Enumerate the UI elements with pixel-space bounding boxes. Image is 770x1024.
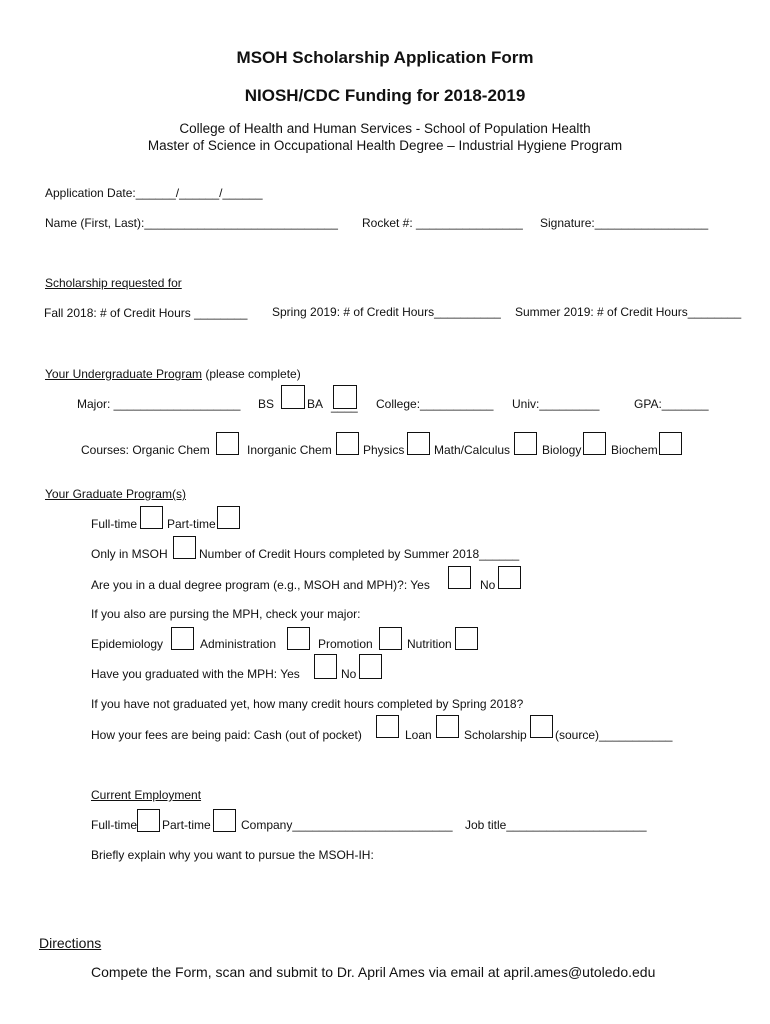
epidemiology-checkbox[interactable] [171, 627, 194, 650]
math-label: Math/Calculus [434, 443, 511, 457]
name-field[interactable]: Name (First, Last):_____________________________ [45, 216, 338, 230]
promotion-checkbox[interactable] [379, 627, 402, 650]
dual-degree-question: Are you in a dual degree program (e.g., MSOH and MPH)?: Yes [91, 578, 430, 592]
fees-loan-label: Loan [405, 728, 432, 742]
dual-degree-yes-checkbox[interactable] [448, 566, 471, 589]
employment-heading: Current Employment [91, 788, 202, 802]
fees-loan-checkbox[interactable] [436, 715, 459, 738]
ba-line: ____ [331, 399, 358, 413]
summer-credit-hours-field[interactable]: Summer 2019: # of Credit Hours________ [515, 305, 742, 319]
fees-source-field[interactable]: (source)___________ [555, 728, 673, 742]
gpa-field[interactable]: GPA:_______ [634, 397, 709, 411]
graduated-mph-yes-checkbox[interactable] [314, 654, 337, 679]
biology-checkbox[interactable] [583, 432, 606, 455]
bs-label: BS [258, 397, 275, 411]
undergrad-heading-row [45, 367, 301, 381]
form-subtitle: NIOSH/CDC Funding for 2018-2019 [244, 86, 526, 105]
explain-prompt[interactable]: Briefly explain why you want to pursue the MSOH-IH: [91, 848, 374, 862]
inorganic-chem-label: Inorganic Chem [247, 443, 332, 457]
employment-parttime-checkbox[interactable] [213, 809, 236, 832]
employment-fulltime-label: Full-time [91, 818, 138, 832]
fees-scholarship-checkbox[interactable] [530, 715, 553, 738]
grad-fulltime-checkbox[interactable] [140, 506, 163, 529]
graduated-mph-question: Have you graduated with the MPH: Yes [91, 667, 300, 681]
dual-degree-no-label: No [480, 578, 496, 592]
program-line: Master of Science in Occupational Health Degree – Industrial Hygiene Program [147, 138, 623, 153]
grad-parttime-label: Part-time [167, 517, 216, 531]
application-date-field[interactable]: Application Date:______/______/______ [45, 186, 263, 200]
fees-cash-checkbox[interactable] [376, 715, 399, 738]
graduate-heading: Your Graduate Program(s) [45, 487, 186, 501]
only-msoh-checkbox[interactable] [173, 536, 196, 559]
directions-text: Compete the Form, scan and submit to Dr. April Ames via email at april.ames@utoledo.edu [91, 964, 656, 980]
graduated-mph-no-checkbox[interactable] [359, 654, 382, 679]
organic-chem-checkbox[interactable] [216, 432, 239, 455]
employment-fulltime-checkbox[interactable] [137, 809, 160, 832]
rocket-number-field[interactable]: Rocket #: ________________ [362, 216, 523, 230]
biology-label: Biology [542, 443, 582, 457]
graduated-mph-no-label: No [341, 667, 357, 681]
administration-label: Administration [200, 637, 277, 651]
grad-parttime-checkbox[interactable] [217, 506, 240, 529]
only-msoh-label: Only in MSOH [91, 547, 168, 561]
nutrition-label: Nutrition [407, 637, 452, 651]
undergrad-heading: Your Undergraduate Program [45, 367, 202, 381]
courses-label: Courses: Organic Chem [81, 443, 210, 457]
company-field[interactable]: Company________________________ [241, 818, 453, 832]
administration-checkbox[interactable] [287, 627, 310, 650]
grad-fulltime-label: Full-time [91, 517, 138, 531]
dual-degree-no-checkbox[interactable] [498, 566, 521, 589]
credit-hours-summer-field[interactable]: Number of Credit Hours completed by Summer 2018______ [199, 547, 520, 561]
biochem-label: Biochem [611, 443, 658, 457]
fees-prompt: How your fees are being paid: Cash (out of pocket) [91, 728, 362, 742]
college-field[interactable]: College:___________ [376, 397, 494, 411]
physics-checkbox[interactable] [407, 432, 430, 455]
math-checkbox[interactable] [514, 432, 537, 455]
nutrition-checkbox[interactable] [455, 627, 478, 650]
fall-credit-hours-field[interactable]: Fall 2018: # of Credit Hours ________ [44, 306, 248, 320]
undergrad-note: (please complete) [205, 367, 301, 381]
signature-field[interactable]: Signature:_________________ [540, 216, 709, 230]
spring-credit-hours-field[interactable]: Spring 2019: # of Credit Hours__________ [272, 305, 501, 319]
employment-parttime-label: Part-time [162, 818, 211, 832]
scholarship-heading: Scholarship requested for [45, 276, 182, 290]
mph-major-prompt: If you also are pursing the MPH, check your major: [91, 607, 361, 621]
univ-field[interactable]: Univ:_________ [512, 397, 600, 411]
major-field[interactable]: Major: ___________________ [77, 397, 241, 411]
college-line: College of Health and Human Services - School of Population Health [179, 121, 591, 136]
credit-hours-spring-question[interactable]: If you have not graduated yet, how many credit hours completed by Spring 2018? [91, 697, 524, 711]
bs-checkbox[interactable] [281, 385, 305, 409]
directions-heading: Directions [39, 935, 102, 951]
ba-label: BA [307, 397, 324, 411]
physics-label: Physics [363, 443, 405, 457]
inorganic-chem-checkbox[interactable] [336, 432, 359, 455]
job-title-field[interactable]: Job title_____________________ [465, 818, 647, 832]
promotion-label: Promotion [318, 637, 373, 651]
biochem-checkbox[interactable] [659, 432, 682, 455]
epidemiology-label: Epidemiology [91, 637, 164, 651]
fees-scholarship-label: Scholarship [464, 728, 527, 742]
form-title: MSOH Scholarship Application Form [236, 48, 534, 67]
